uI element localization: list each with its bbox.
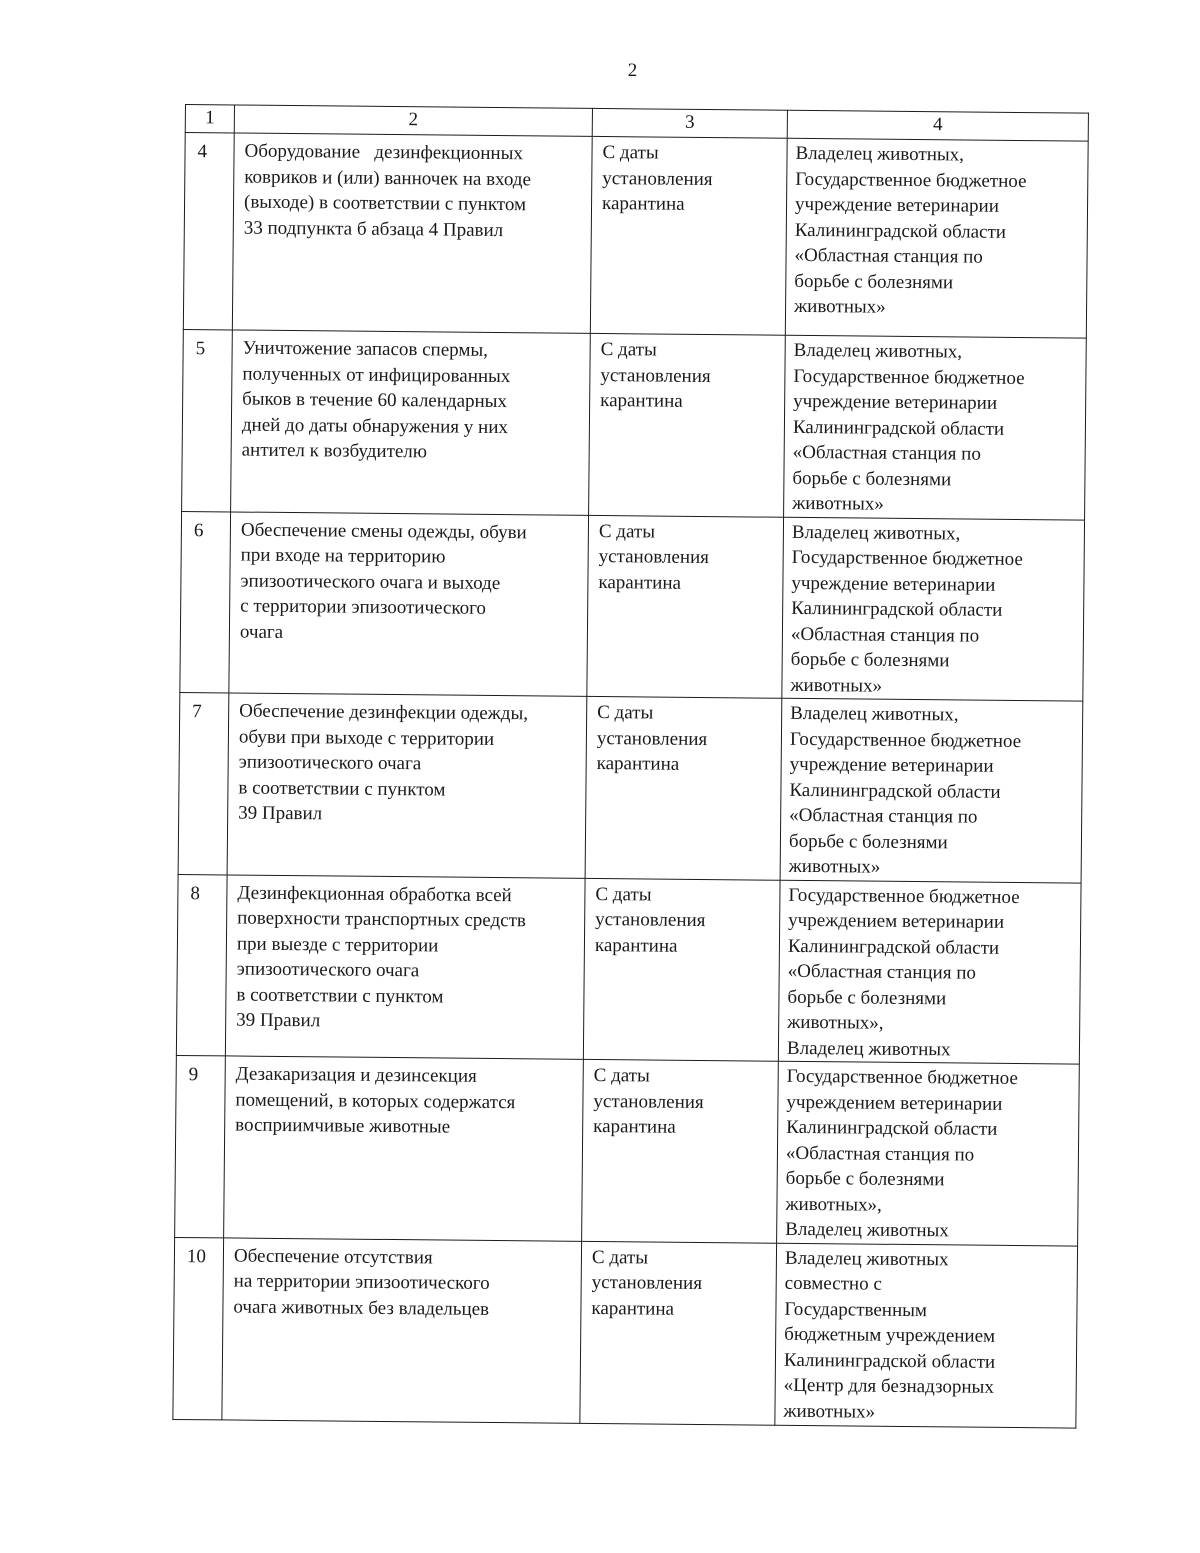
text-line: борьбе с болезнями <box>787 986 947 1009</box>
text-line: Владелец животных <box>784 1247 949 1270</box>
text-line: установления <box>602 167 713 190</box>
measure-responsible <box>778 880 1081 1064</box>
text-line: Калининградской области <box>789 779 1001 803</box>
text-line: Владелец животных, <box>790 702 959 726</box>
text-line: карантина <box>596 752 680 775</box>
text-line: совместно с <box>784 1272 882 1295</box>
table-row <box>180 511 1085 701</box>
measures-table <box>172 104 1089 1428</box>
text-line: карантина <box>600 389 683 412</box>
text-line: Государственное бюджетное <box>788 884 1020 908</box>
text-line: 39 Правил <box>238 802 323 825</box>
text-line: борьбе с болезнями <box>792 467 952 490</box>
text-line: борьбе с болезнями <box>794 270 954 293</box>
text-line: животных» <box>790 674 883 697</box>
text-line: животных» <box>793 295 886 318</box>
text-line: Оборудование дезинфекционных <box>244 140 524 165</box>
text-line: учреждение ветеринарии <box>793 390 998 414</box>
row-number: 8 <box>176 874 227 1056</box>
text-line: животных», <box>785 1193 882 1216</box>
measure-term <box>585 696 782 879</box>
text-line: Владелец животных <box>786 1037 951 1060</box>
text-line: восприимчивые животные <box>235 1114 451 1138</box>
measure-term <box>590 136 787 335</box>
row-number: 6 <box>180 511 231 693</box>
measure-description <box>232 133 592 333</box>
text-line: «Областная станция по <box>789 804 978 828</box>
text-line: установления <box>600 364 711 387</box>
text-line: «Областная станция по <box>787 960 977 984</box>
text-line: установления <box>591 1271 703 1295</box>
text-line: С даты <box>591 1246 649 1268</box>
text-line: учреждением ветеринарии <box>788 909 1005 933</box>
text-line: Калининградской области <box>794 219 1007 243</box>
text-line: при выезде с территории <box>236 933 439 956</box>
text-line: эпизоотического очага <box>236 958 420 982</box>
text-line: учреждение ветеринарии <box>794 193 1000 217</box>
text-line: «Областная станция по <box>792 441 981 465</box>
text-line: С даты <box>595 883 652 906</box>
text-line: карантина <box>601 193 685 215</box>
text-line: очага животных без владельцев <box>233 1296 490 1320</box>
row-number: 4 <box>183 133 234 330</box>
text-line: «Областная станция по <box>785 1142 975 1166</box>
text-line: в соответствии с пунктом <box>236 984 444 1008</box>
text-line: борьбе с болезнями <box>790 648 950 672</box>
text-line: антител к возбудителю <box>241 439 428 463</box>
table-row <box>175 1055 1080 1245</box>
measure-term <box>589 333 786 516</box>
page-number: 2 <box>627 60 638 81</box>
row-number: 7 <box>178 692 229 874</box>
measure-description <box>231 330 591 515</box>
text-line: установления <box>598 545 710 569</box>
text-line: Калининградской области <box>787 935 1000 959</box>
text-line: Дезинфекционная обработка всей <box>237 882 512 906</box>
text-line: Уничтожение запасов спермы, <box>242 337 489 361</box>
text-line: помещений, в которых содержатся <box>235 1089 516 1113</box>
measure-responsible <box>784 335 1087 519</box>
text-line: «Областная станция по <box>794 244 983 268</box>
text-line: Государственное бюджетное <box>793 365 1025 389</box>
column-header: 3 <box>592 108 787 138</box>
text-line: 39 Правил <box>236 1009 321 1032</box>
text-line: установления <box>593 1090 704 1113</box>
text-line: очага <box>239 621 284 643</box>
text-line: эпизоотического очага и выходе <box>240 570 501 594</box>
text-line: бюджетным учреждением <box>784 1323 996 1347</box>
text-line: карантина <box>594 934 678 957</box>
text-line: борьбе с болезнями <box>785 1167 945 1191</box>
table-row <box>176 874 1081 1064</box>
text-line: Владелец животных, <box>795 142 965 166</box>
text-line: Обеспечение дезинфекции одежды, <box>239 700 529 725</box>
text-line: животных», <box>787 1011 884 1034</box>
text-line: «Центр для безнадзорных <box>783 1374 994 1398</box>
text-line: обуви при выходе с территории <box>238 726 495 750</box>
text-line: Владелец животных <box>785 1218 949 1242</box>
text-line: при входе на территорию <box>240 544 446 568</box>
text-line: учреждение ветеринарии <box>791 572 996 596</box>
text-line: Государственное бюджетное <box>786 1065 1018 1090</box>
text-line: установления <box>596 727 708 750</box>
measure-responsible <box>782 517 1085 701</box>
text-line: Государственное бюджетное <box>791 546 1023 571</box>
measure-responsible <box>775 1243 1078 1428</box>
text-line: дней до даты обнаружения у них <box>241 414 509 438</box>
text-line: Калининградской области <box>792 416 1005 440</box>
text-line: 33 подпункта б абзаца 4 Правил <box>243 217 504 241</box>
row-number: 5 <box>182 329 233 511</box>
column-header: 1 <box>185 105 234 133</box>
text-line: С даты <box>598 520 656 543</box>
text-line: животных» <box>788 855 881 878</box>
text-line: Дезакаризация и дезинсекция <box>235 1063 477 1087</box>
measure-term <box>580 1241 777 1425</box>
table-row <box>182 329 1087 519</box>
text-line: быков в течение 60 календарных <box>242 388 508 413</box>
row-number: 10 <box>173 1237 224 1419</box>
text-line: Владелец животных, <box>793 339 963 363</box>
text-line: Калининградской области <box>786 1116 998 1140</box>
text-line: карантина <box>591 1297 675 1320</box>
text-line: карантина <box>593 1115 676 1138</box>
text-line: Обеспечение смены одежды, обуви <box>240 519 527 543</box>
text-line: животных» <box>783 1400 876 1423</box>
row-number: 9 <box>175 1055 226 1237</box>
measure-responsible <box>777 1061 1080 1245</box>
text-line: Государственное бюджетное <box>795 168 1027 192</box>
text-line: С даты <box>597 701 654 724</box>
measure-term <box>583 878 780 1061</box>
text-line: С даты <box>602 142 659 164</box>
text-line: полученных от инфицированных <box>242 363 511 387</box>
text-line: карантина <box>598 571 682 594</box>
text-line: на территории эпизоотического <box>233 1270 490 1294</box>
table-row <box>178 692 1083 882</box>
measure-description <box>224 1056 584 1241</box>
table-row <box>183 133 1088 339</box>
measure-description <box>225 874 585 1059</box>
text-line: Обеспечение отсутствия <box>233 1245 433 1268</box>
text-line: поверхности транспортных средств <box>237 907 527 932</box>
text-line: эпизоотического очага <box>238 751 422 775</box>
measure-term <box>582 1059 779 1242</box>
measure-description <box>222 1237 582 1422</box>
measure-description <box>227 693 587 878</box>
text-line: борьбе с болезнями <box>788 830 948 853</box>
measure-term <box>587 515 784 698</box>
column-header: 2 <box>234 105 592 136</box>
text-line: «Областная станция по <box>790 623 980 647</box>
text-line: Калининградской области <box>783 1349 996 1373</box>
text-line: ковриков и (или) ванночек на входе <box>244 166 532 190</box>
text-line: животных» <box>792 492 884 515</box>
column-header: 4 <box>787 110 1088 141</box>
text-line: (выходе) в соответствии с пунктом <box>243 191 527 216</box>
text-line: С даты <box>593 1064 650 1087</box>
text-line: с территории эпизоотического <box>240 595 487 619</box>
measure-description <box>229 511 589 696</box>
measure-responsible <box>780 698 1083 882</box>
text-line: С даты <box>600 339 657 361</box>
text-line: Калининградской области <box>791 597 1003 621</box>
text-line: Государственным <box>784 1298 928 1321</box>
text-line: в соответствии с пунктом <box>238 777 446 801</box>
text-line: учреждение ветеринарии <box>789 753 994 777</box>
text-line: учреждением ветеринарии <box>786 1091 1003 1115</box>
text-line: установления <box>595 908 706 932</box>
table-row <box>173 1237 1078 1428</box>
measure-responsible <box>785 138 1088 338</box>
text-line: Владелец животных, <box>791 521 961 544</box>
text-line: Государственное бюджетное <box>789 728 1022 752</box>
